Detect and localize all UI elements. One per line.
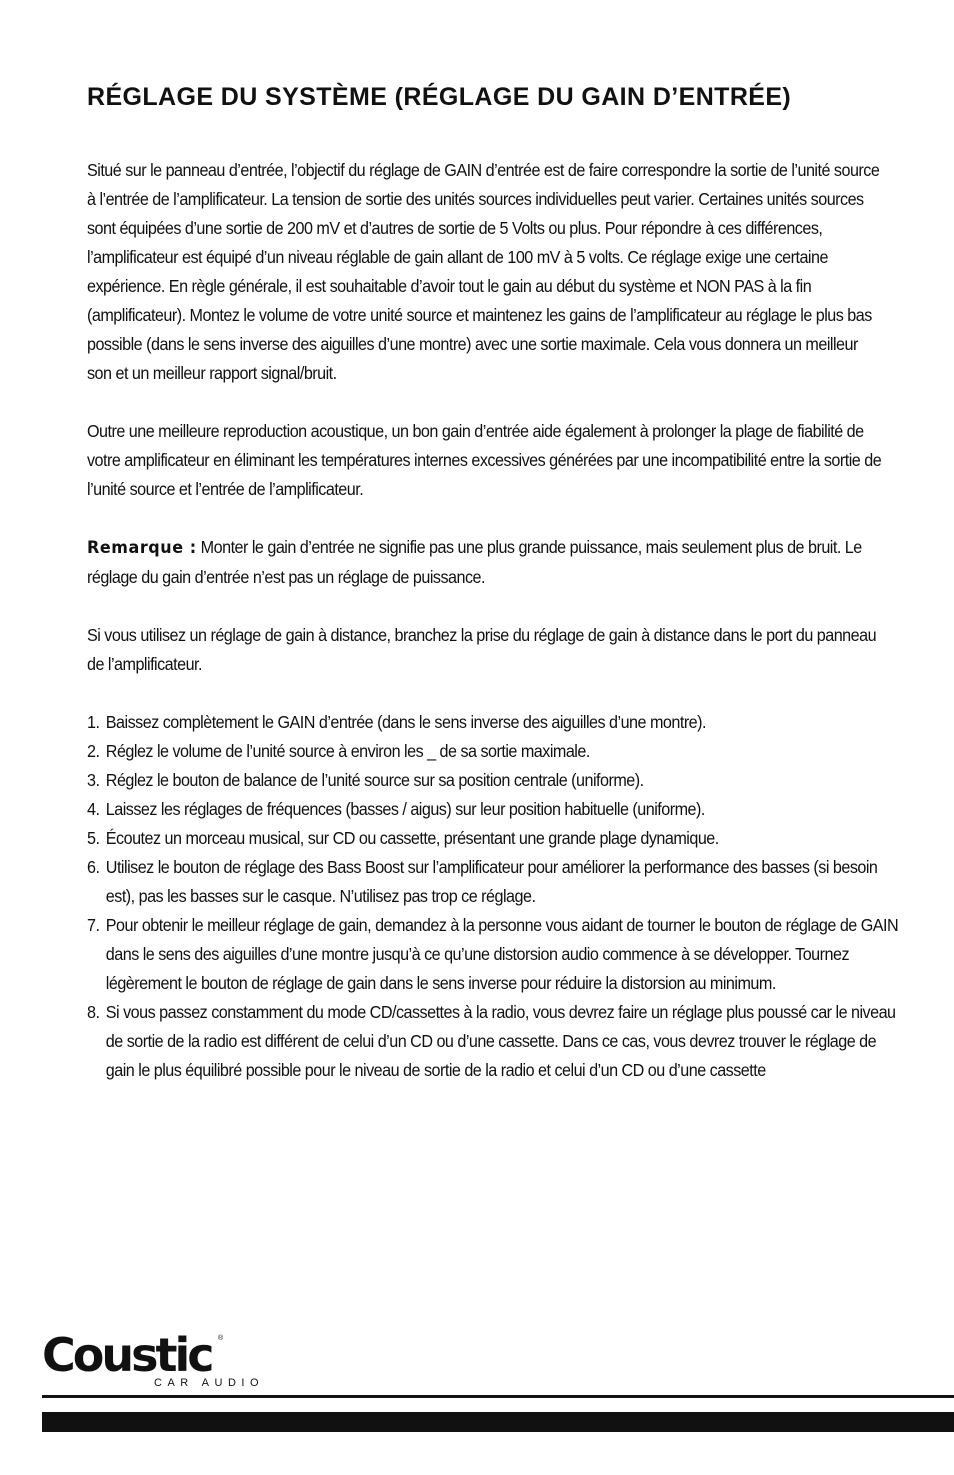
registered-mark: ® xyxy=(218,1335,224,1342)
step-number: 3. xyxy=(87,770,100,790)
step-text: Réglez le volume de l’unité source à environ les _ de sa sortie maximale. xyxy=(105,741,590,761)
step-text: Écoutez un morceau musical, sur CD ou cassette, présentant une grande plage dynamique. xyxy=(105,828,719,848)
page-content xyxy=(87,82,899,1085)
step-number: 6. xyxy=(87,857,100,877)
remote-gain-paragraph: Si vous utilisez un réglage de gain à distance, branchez la prise du réglage de gain à distance dans le port du panneau de l’amplificateur. xyxy=(87,625,877,674)
list-item xyxy=(87,853,900,911)
list-item xyxy=(87,795,900,824)
step-number: 1. xyxy=(87,712,100,732)
note-label: Remarque : xyxy=(87,538,197,558)
brand-logo xyxy=(42,1328,282,1393)
page-title: RÉGLAGE DU SYSTÈME (RÉGLAGE DU GAIN D’ENTRÉE) xyxy=(87,83,792,111)
step-number: 5. xyxy=(87,828,100,848)
step-number: 7. xyxy=(87,915,100,935)
step-text: Laissez les réglages de fréquences (basses / aigus) sur leur position habituelle (uniforme). xyxy=(105,799,705,819)
step-number: 2. xyxy=(87,741,100,761)
intro-paragraph: Situé sur le panneau d’entrée, l’objectif du réglage de GAIN d’entrée est de faire correspondre la sortie de l’unité source à l’entrée de l’amplificateur. La tension de sortie des unités sources individuelles peut varier. Certaines unités sources sont équipées d’une sortie de 200 mV et d’autres de sortie de 5 Volts ou plus. Pour répondre à ces différences, l’amplificateur est équipé d’un niveau réglable de gain allant de 100 mV à 5 volts. Ce réglage exige une certaine expérience. En règle générale, il est souhaitable d’avoir tout le gain au début du système et NON PAS à la fin (amplificateur). Montez le volume de votre unité source et maintenez les gains de l’amplificateur au réglage le plus bas possible (dans le sens inverse des aiguilles d’une montre) avec une sortie maximale. Cela vous donnera un meilleur son et un meilleur rapport signal/bruit. xyxy=(87,160,880,383)
steps-list xyxy=(87,708,899,1085)
footer-bar xyxy=(42,1412,954,1432)
logo-wordmark: Coustic xyxy=(42,1328,212,1382)
note-text: Monter le gain d’entrée ne signifie pas une plus grande puissance, mais seulement plus de bruit. Le réglage du gain d’entrée n’est pas un réglage de puissance. xyxy=(87,537,862,587)
reliability-paragraph: Outre une meilleure reproduction acoustique, un bon gain d’entrée aide également à prolonger la plage de fiabilité de votre amplificateur en éliminant les températures internes excessives générées par une incompatibilité entre la sortie de l’unité source et l’entrée de l’amplificateur. xyxy=(87,421,882,499)
list-item xyxy=(87,824,900,853)
list-item xyxy=(87,911,900,998)
logo-subtitle: CAR AUDIO xyxy=(154,1377,265,1389)
step-text: Utilisez le bouton de réglage des Bass Boost sur l’amplificateur pour améliorer la performance des basses (si besoin est), pas les basses sur le casque. N’utilisez pas trop ce réglage. xyxy=(105,857,878,906)
footer-divider xyxy=(42,1395,954,1398)
step-text: Pour obtenir le meilleur réglage de gain, demandez à la personne vous aidant de tourner le bouton de réglage de GAIN dans le sens des aiguilles d’une montre jusqu’à ce qu’une distorsion audio commence à se développer. Tournez légèrement le bouton de réglage de gain dans le sens inverse pour réduire la distorsion au minimum. xyxy=(105,915,899,993)
list-item xyxy=(87,737,900,766)
list-item xyxy=(87,708,900,737)
list-item xyxy=(87,998,900,1085)
step-number: 4. xyxy=(87,799,100,819)
step-text: Baissez complètement le GAIN d’entrée (dans le sens inverse des aiguilles d’une montre). xyxy=(105,712,706,732)
step-text: Réglez le bouton de balance de l’unité source sur sa position centrale (uniforme). xyxy=(105,770,644,790)
list-item xyxy=(87,766,900,795)
step-text: Si vous passez constamment du mode CD/cassettes à la radio, vous devrez faire un réglage plus poussé car le niveau de sortie de la radio est différent de celui d’un CD ou d’une cassette. Dans ce cas, vous devrez trouver le réglage de gain le plus équilibré possible pour le niveau de sortie de la radio et celui d’un CD ou d’une cassette xyxy=(105,1002,896,1080)
step-number: 8. xyxy=(87,1002,100,1022)
note-paragraph xyxy=(87,533,881,592)
